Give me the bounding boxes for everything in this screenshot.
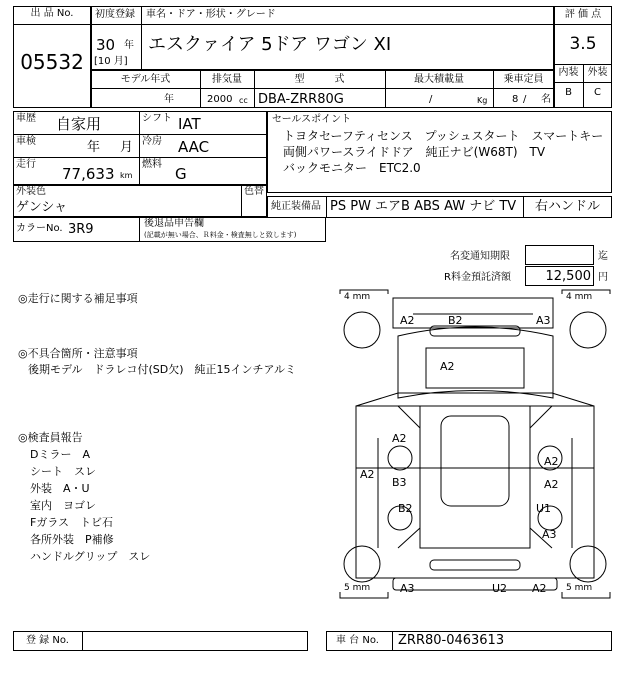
notice-deadline-label: 名変通知期限 (450, 251, 510, 262)
aircon-value: AAC (178, 138, 210, 156)
ext-color-value: ゲンシャ (16, 200, 68, 215)
inspector-item: 室内 ヨゴレ (30, 499, 96, 512)
steering-value: 右ハンドル (535, 199, 601, 214)
divider (13, 134, 267, 135)
divider (139, 217, 140, 242)
damage-mark: U1 (536, 502, 552, 515)
inspector-item: ハンドルグリップ スレ (30, 550, 151, 563)
divider (91, 88, 554, 89)
divider (326, 196, 327, 218)
interior-label: 内装 (558, 67, 579, 78)
damage-mark: A2 (400, 314, 415, 327)
damage-mark: A2 (440, 360, 455, 373)
damage-mark: B2 (448, 314, 463, 327)
recycle-fee-value: 12,500 (545, 269, 591, 284)
color-no-value: 3R9 (68, 222, 94, 237)
divider (91, 24, 554, 25)
displacement-value: 2000 (207, 94, 233, 105)
notice-deadline-suffix: 迄 (598, 251, 608, 262)
sales-point-line: トヨタセーフティセンス プッシュスタート スマートキー (283, 129, 604, 143)
divider (392, 631, 393, 651)
recycle-fee-unit: 円 (598, 272, 608, 283)
inspection-label: 車検 (16, 136, 36, 147)
damage-mark: A3 (400, 582, 415, 595)
max-load-slash: / (429, 94, 433, 105)
history-label: 車歴 (16, 113, 36, 124)
damage-mark: A2 (532, 582, 547, 595)
type-label: 型 式 (294, 74, 345, 85)
aircon-label: 冷房 (142, 136, 162, 147)
inspection-month-unit: 月 (120, 140, 134, 155)
chassis-no-value: ZRR80-0463613 (398, 633, 505, 648)
divider (141, 6, 142, 70)
divider (139, 111, 140, 185)
notice-deadline-field (525, 245, 594, 265)
tire-label: 4 mm (566, 292, 593, 302)
model-year-label: モデル年式 (120, 74, 171, 85)
model-code: DBA-ZRR80G (258, 92, 344, 107)
interior-grade: B (565, 87, 572, 98)
damage-mark: A2 (544, 455, 559, 468)
damage-mark: U2 (492, 582, 508, 595)
fuel-value: G (175, 165, 187, 183)
score-label: 評 価 点 (564, 9, 602, 20)
damage-mark: B2 (398, 502, 413, 515)
equipment-label: 純正装備品 (271, 201, 321, 212)
damage-mark: A2 (544, 478, 559, 491)
divider (82, 631, 83, 651)
displacement-label: 排気量 (212, 74, 242, 85)
fuel-label: 燃料 (142, 159, 162, 170)
car-damage-diagram (338, 288, 614, 602)
capacity-value: 8 (512, 94, 519, 105)
driving-notes-title: ◎走行に関する補足事項 (18, 292, 138, 305)
defects-text: 後期モデル ドラレコ付(SD欠) 純正15インチアルミ (28, 363, 297, 376)
mileage-value: 77,633 (62, 165, 115, 183)
damage-mark: A3 (542, 528, 557, 541)
inspector-item: 外装 A・U (30, 482, 90, 495)
color-change-label: 色替 (244, 186, 264, 197)
mileage-unit: km (120, 171, 133, 180)
lot-label: 出 品 No. (30, 8, 74, 19)
inspector-title: ◎検査員報告 (18, 431, 83, 444)
registration-no-label: 登 録 No. (26, 635, 69, 646)
lot-number: 05532 (20, 50, 84, 74)
inspector-item: シート スレ (30, 465, 96, 478)
defects-title: ◎不具合箇所・注意事項 (18, 347, 138, 360)
first-reg-month: [10 月] (94, 56, 128, 67)
recycle-fee-label: R料金預託済額 (444, 272, 511, 283)
exterior-label: 外装 (587, 67, 608, 78)
inspector-item: Fガラス トビ石 (30, 516, 113, 529)
damage-mark: A3 (536, 314, 551, 327)
sales-point-line: バックモニター ETC2.0 (283, 161, 421, 175)
divider (241, 185, 242, 217)
tire-label: 5 mm (566, 583, 593, 593)
displacement-unit: cc (239, 96, 248, 105)
score-value: 3.5 (569, 34, 597, 54)
car-name-label: 車名・ドア・形状・グレード (146, 9, 276, 20)
divider (554, 24, 612, 25)
divider (13, 157, 267, 158)
equipment-value: PS PW エアB ABS AW ナビ TV (330, 199, 517, 214)
tire-label: 4 mm (344, 292, 371, 302)
sales-points-label: セールスポイント (272, 114, 352, 125)
max-load-label: 最大積載量 (414, 74, 464, 85)
aftermarket-label: 後退品申告欄 (144, 218, 204, 229)
divider (13, 24, 91, 25)
first-reg-year: 30 (96, 36, 116, 54)
first-reg-year-unit: 年 (124, 40, 134, 51)
shift-label: シフト (142, 113, 172, 124)
capacity-unit: 名 (541, 94, 551, 105)
history-value: 自家用 (56, 115, 102, 133)
exterior-grade: C (594, 87, 601, 98)
inspector-item: Dミラー A (30, 448, 90, 461)
capacity-slash: / (523, 94, 527, 105)
inspector-list (30, 446, 150, 565)
model-year-unit: 年 (164, 94, 174, 105)
chassis-no-label: 車 台 No. (336, 635, 379, 646)
color-no-label: カラーNo. (16, 223, 63, 234)
first-reg-label: 初度登録 (95, 9, 135, 20)
shift-value: IAT (178, 115, 201, 133)
damage-mark: A2 (392, 432, 407, 445)
capacity-label: 乗車定員 (503, 74, 544, 85)
damage-mark: B3 (392, 476, 407, 489)
car-name: エスクァイア 5ドア ワゴン XI (148, 34, 392, 55)
damage-mark: A2 (360, 468, 375, 481)
ext-color-label: 外装色 (16, 186, 46, 197)
sales-point-line: 両側パワースライドドア 純正ナビ(W68T) TV (283, 145, 546, 159)
divider (523, 196, 524, 218)
mileage-label: 走行 (16, 159, 36, 170)
tire-label: 5 mm (344, 583, 371, 593)
inspector-item: 各所外装 P補修 (30, 533, 114, 546)
aftermarket-note: (記載が無い場合、Ｒ料金・検査無しと致します) (144, 231, 297, 239)
inspection-year-unit: 年 (87, 140, 101, 155)
details-box (13, 111, 267, 185)
max-load-unit: Kg (477, 96, 488, 105)
